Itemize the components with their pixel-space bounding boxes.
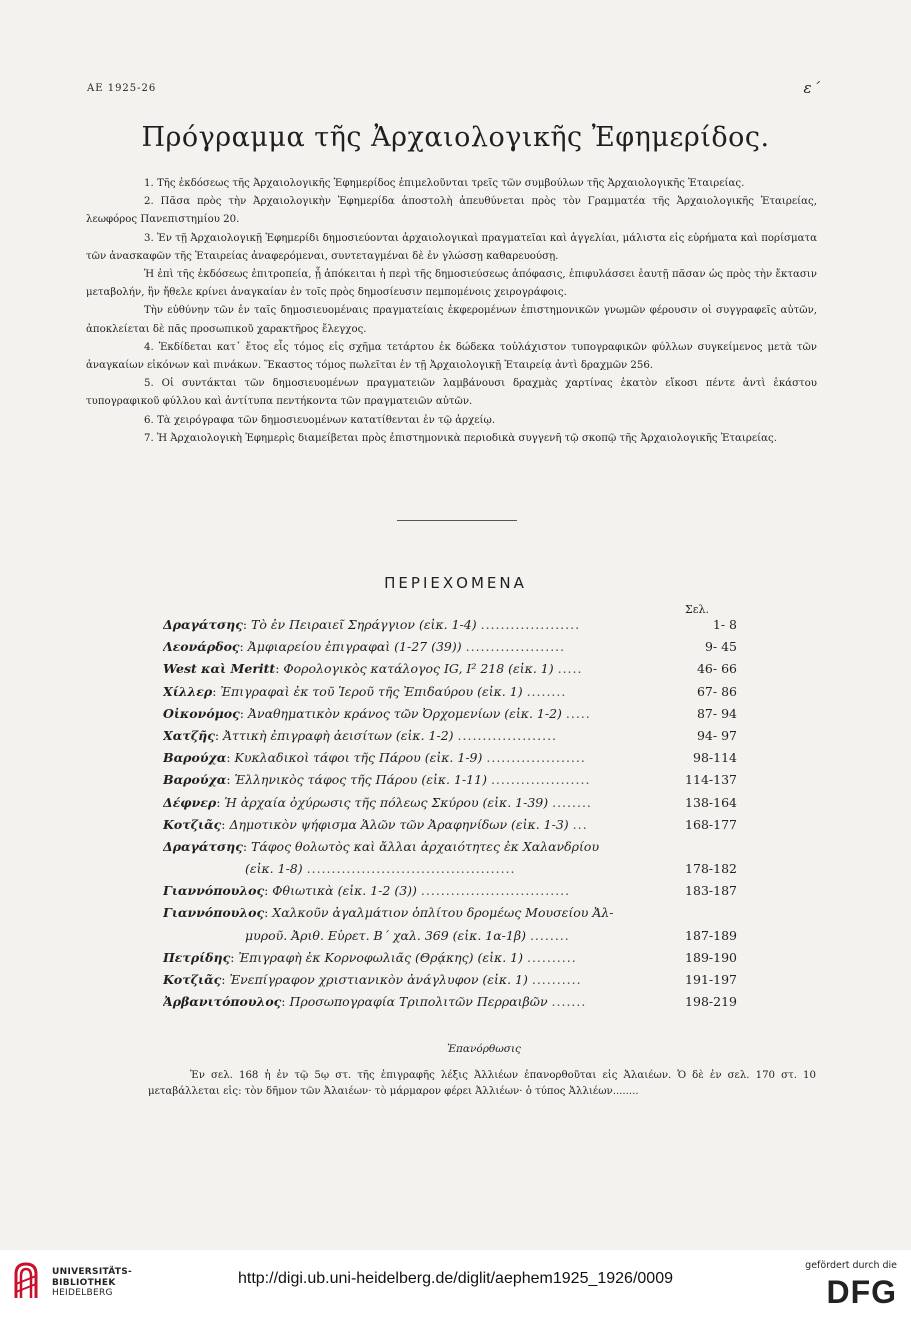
toc-leader-dots: ..........	[526, 949, 577, 965]
toc-entry-text: Βαρούχα: Ἑλληνικὸς τάφος τῆς Πάρου (εἰκ. 1-11) ....................	[163, 772, 591, 788]
toc-entry-text: Δραγάτσης: Τάφος θολωτὸς καὶ ἄλλαι ἀρχαιότητες ἐκ Χαλανδρίου	[163, 838, 600, 854]
toc-author: Οἰκονόμος	[163, 705, 240, 721]
toc-page-range: 138-164	[685, 794, 737, 810]
toc-leader-dots: ..............................	[420, 883, 571, 899]
toc-leader-dots: ...	[572, 816, 588, 832]
program-paragraph: 7. Ἡ Ἀρχαιολογικὴ Ἐφημερὶς διαμείβεται πρὸς ἐπιστημονικὰ περιοδικὰ συγγενῆ τῷ σκοπῷ τῆς Ἀρχαιολογικῆς Ἑταιρείας.	[144, 432, 778, 444]
toc-entry-text: Πετρίδης: Ἐπιγραφὴ ἐκ Κορνοφωλιᾶς (Θρᾴκης) (εἰκ. 1) ..........	[163, 949, 577, 965]
toc-work-title: Κυκλαδικοὶ τάφοι τῆς Πάρου (εἰκ. 1-9)	[234, 750, 483, 766]
toc-author: Βαρούχα	[163, 750, 227, 766]
toc-entry-text: West καὶ Meritt: Φορολογικὸς κατάλογος IG, I² 218 (εἰκ. 1) .....	[163, 661, 583, 677]
toc-leader-dots: ........	[529, 927, 570, 943]
toc-entry-text: Οἰκονόμος: Ἀναθηματικὸν κράνος τῶν Ὀρχομενίων (εἰκ. 1-2) .....	[163, 705, 591, 721]
toc-leader-dots: .....	[565, 705, 591, 721]
toc-page-range: 1- 8	[712, 617, 737, 632]
program-paragraph: 3. Ἐν τῇ Ἀρχαιολογικῇ Ἐφημερίδι δημοσιεύονται ἀρχαιολογικαὶ πραγματεῖαι καὶ ἀγγελίαι, μάλιστα εἰς εὑρήματα καὶ πορίσματα τῶν ἀνασκαφῶν τῆς Ἑταιρείας ἀναφερόμεναι, συντεταγμέναι δὲ ἐν γλώσσῃ καθαρευούσῃ.	[86, 232, 817, 262]
toc-entry	[163, 747, 737, 769]
toc-work-title: Χαλκοῦν ἀγαλμάτιον ὁπλίτου δρομέως Μουσείου Ἀλ-	[272, 905, 614, 921]
toc-entry	[163, 725, 737, 747]
toc-work-title: Προσωπογραφία Τριπολιτῶν Περραιβῶν	[289, 994, 548, 1010]
toc-work-title: Φορολογικὸς κατάλογος IG, I² 218 (εἰκ. 1)	[283, 661, 554, 677]
table-of-contents	[163, 614, 737, 1013]
page-column-label: Σελ.	[685, 603, 709, 616]
toc-author: Δέφνερ	[163, 794, 217, 810]
errata-paragraph: Ἐν σελ. 168 ἡ ἐν τῷ 5ῳ στ. τῆς ἐπιγραφῆς λέξις Ἀλλιέων ἐπανορθοῦται εἰς Ἀλαιέων. Ὁ δὲ ἐν σελ. 170 στ. 10 μεταβάλλεται εἰς: τὸν δῆμον τῶν Ἀλαιέων· τὸ μάρμαρον φέρει Ἀλλιέων· ὁ τύπος Ἀλλιέων........	[148, 1070, 816, 1097]
toc-leader-dots: ........	[552, 794, 592, 810]
toc-entry-text	[245, 925, 651, 947]
program-paragraph: Ἡ ἐπὶ τῆς ἐκδόσεως ἐπιτροπεία, ᾗ ἀπόκειται ἡ περὶ τῆς δημοσιεύσεως ἀπόφασις, ἐπιφυλάσσει ἑαυτῇ πᾶσαν ὡς πρὸς τὴν ἔκτασιν μεταβολήν, ἣν ἤθελε κρίνει ἀναγκαίαν ἐν τοῖς πρὸς δημοσίευσιν πεμπομένοις χειρογράφοις.	[86, 269, 817, 299]
dfg-logo: DFG	[826, 1274, 897, 1310]
program-paragraph: Τὴν εὐθύνην τῶν ἐν ταῖς δημοσιευομέναις πραγματείαις ἐκφερομένων ἐπιστημονικῶν γνωμῶν φέρουσιν οἱ συγγραφεῖς αὐτῶν, ἀποκλείεται δὲ πᾶς προσωπικοῦ χαρακτῆρος ἔλεγχος.	[86, 305, 817, 335]
toc-work-title: Ἐπιγραφὴ ἐκ Κορνοφωλιᾶς (Θρᾴκης) (εἰκ. 1)	[238, 949, 523, 965]
toc-entry-text: Γιαννόπουλος: Χαλκοῦν ἀγαλμάτιον ὁπλίτου δρομέως Μουσείου Ἀλ-	[163, 905, 614, 921]
toc-work-title: Τὸ ἐν Πειραιεῖ Σηράγγιον (εἰκ. 1-4)	[251, 617, 477, 632]
toc-author: Δραγάτσης	[163, 617, 243, 632]
toc-entry	[163, 902, 737, 924]
funded-by-text: gefördert durch die	[805, 1260, 897, 1271]
toc-entry	[163, 814, 737, 836]
toc-entry	[163, 925, 737, 947]
library-name-line2: BIBLIOTHEK	[52, 1277, 116, 1288]
toc-author: Γιαννόπουλος	[163, 905, 265, 921]
toc-leader-dots: ..........	[531, 972, 582, 987]
toc-entry	[163, 880, 737, 902]
toc-author: Δραγάτσης	[163, 838, 243, 854]
toc-entry-text: Χίλλερ: Ἐπιγραφαὶ ἐκ τοῦ Ἱεροῦ τῆς Ἐπιδαύρου (εἰκ. 1) ........	[163, 683, 567, 699]
toc-page-range: 168-177	[685, 816, 737, 832]
toc-leader-dots: .....	[557, 661, 583, 677]
toc-page-range: 114-137	[685, 772, 737, 788]
toc-author: Λεονάρδος	[163, 639, 240, 655]
toc-work-title: Φθιωτικὰ (εἰκ. 1-2 (3))	[272, 883, 417, 899]
toc-page-range: 87- 94	[696, 705, 737, 721]
toc-work-title: Ἐπιγραφαὶ ἐκ τοῦ Ἱεροῦ τῆς Ἐπιδαύρου (εἰκ. 1)	[220, 683, 523, 699]
toc-page-range: 189-190	[685, 949, 737, 965]
program-paragraph: 1. Τῆς ἐκδόσεως τῆς Ἀρχαιολογικῆς Ἐφημερίδος ἐπιμελοῦνται τρεῖς τῶν συμβούλων τῆς Ἀρχαιολογικῆς Ἑταιρείας.	[144, 178, 745, 189]
toc-author: Κοτζιᾶς	[163, 972, 222, 987]
toc-leader-dots: ....................	[486, 750, 586, 766]
toc-work-title: (εἰκ. 1-8)	[245, 861, 303, 877]
toc-work-title: Ἀττικὴ ἐπιγραφὴ ἀεισίτων (εἰκ. 1-2)	[223, 727, 454, 743]
toc-page-range: 191-197	[685, 972, 737, 987]
toc-entry	[163, 658, 737, 680]
toc-page-range: 187-189	[685, 927, 737, 943]
toc-page-range: 98-114	[693, 750, 737, 766]
toc-entry	[163, 614, 737, 636]
toc-entry	[163, 947, 737, 969]
toc-work-title: Ἑλληνικὸς τάφος τῆς Πάρου (εἰκ. 1-11)	[234, 772, 487, 788]
toc-entry	[163, 969, 737, 991]
toc-page-range: 9- 45	[704, 639, 737, 655]
viewer-footer	[0, 1250, 911, 1318]
toc-entry-text: Κοτζιᾶς: Δημοτικὸν ψήφισμα Ἁλῶν τῶν Ἀραφηνίδων (εἰκ. 1-3) ...	[163, 816, 588, 832]
toc-work-title: Ἐνεπίγραφον χριστιανικὸν ἀνάγλυφον (εἰκ. 1)	[229, 972, 528, 987]
toc-entry	[163, 836, 737, 858]
page-title: Πρόγραμμα τῆς Ἀρχαιολογικῆς Ἐφημερίδος.	[141, 122, 770, 153]
toc-work-title: Ἀμφιαρείου ἐπιγραφαὶ (1-27 (39))	[247, 639, 462, 655]
program-paragraph: 6. Τὰ χειρόγραφα τῶν δημοσιευομένων κατατίθενται ἐν τῷ ἀρχείῳ.	[144, 414, 496, 426]
toc-author: Ἀρβανιτόπουλος	[163, 994, 282, 1010]
library-name-line3: HEIDELBERG	[52, 1288, 113, 1298]
toc-author: Χατζῆς	[163, 727, 215, 743]
toc-leader-dots: ....................	[480, 617, 581, 632]
running-head-left: ΑΕ 1925-26	[87, 83, 157, 94]
toc-entry	[163, 991, 737, 1013]
toc-page-range: 46- 66	[696, 661, 737, 677]
program-paragraph: 4. Ἐκδίδεται κατ᾽ ἔτος εἷς τόμος εἰς σχῆμα τετάρτου ἐκ δώδεκα τοὐλάχιστον τυπογραφικῶν φύλλων συγκείμενος μετὰ τῶν ἀναγκαίων εἰκόνων καὶ πινάκων. Ἕκαστος τόμος πωλεῖται ἐν τῇ Ἀρχαιολογικῇ Ἑταιρείᾳ ἀντὶ δραχμῶν 256.	[86, 341, 817, 372]
toc-leader-dots: ........	[526, 683, 567, 699]
toc-entry	[163, 769, 737, 791]
toc-page-range: 178-182	[685, 861, 737, 877]
page-number: ε΄	[803, 79, 821, 97]
toc-entry	[163, 703, 737, 725]
toc-leader-dots: .......	[551, 994, 587, 1010]
toc-entry-text: Ἀρβανιτόπουλος: Προσωπογραφία Τριπολιτῶν Περραιβῶν .......	[163, 994, 587, 1010]
toc-author: Βαρούχα	[163, 772, 227, 788]
toc-work-title: μυροῦ. Ἀριθ. Εὑρετ. Β΄ χαλ. 369 (εἰκ. 1α-1β)	[245, 927, 526, 943]
toc-work-title: Τάφος θολωτὸς καὶ ἄλλαι ἀρχαιότητες ἐκ Χαλανδρίου	[251, 838, 600, 854]
toc-leader-dots: ....................	[457, 727, 558, 743]
section-divider	[397, 520, 517, 521]
toc-entry-text: Κοτζιᾶς: Ἐνεπίγραφον χριστιανικὸν ἀνάγλυφον (εἰκ. 1) ..........	[163, 972, 582, 987]
toc-entry	[163, 792, 737, 814]
toc-work-title: Ἡ ἀρχαία ὀχύρωσις τῆς πόλεως Σκύρου (εἰκ. 1-39)	[224, 794, 549, 810]
toc-entry-text: Δέφνερ: Ἡ ἀρχαία ὀχύρωσις τῆς πόλεως Σκύρου (εἰκ. 1-39) ........	[163, 794, 592, 810]
toc-page-range: 183-187	[685, 883, 737, 899]
contents-heading: ΠΕΡΙΕΧΟΜΕΝΑ	[384, 574, 527, 592]
toc-work-title: Ἀναθηματικὸν κράνος τῶν Ὀρχομενίων (εἰκ. 1-2)	[247, 705, 562, 721]
toc-page-range: 198-219	[685, 994, 737, 1010]
toc-entry	[163, 858, 737, 880]
toc-entry-text: Λεονάρδος: Ἀμφιαρείου ἐπιγραφαὶ (1-27 (39)) ....................	[163, 639, 566, 655]
toc-author: Γιαννόπουλος	[163, 883, 265, 899]
toc-entry-text	[245, 858, 651, 880]
toc-entry-text: Δραγάτσης: Τὸ ἐν Πειραιεῖ Σηράγγιον (εἰκ. 1-4) ....................	[163, 617, 581, 632]
toc-entry	[163, 636, 737, 658]
running-head	[87, 79, 821, 99]
program-paragraph: 5. Οἱ συντάκται τῶν δημοσιευομένων πραγματειῶν λαμβάνουσι δραχμὰς χαρτίνας ἑκατὸν εἴκοσι πέντε ἀντὶ ἑκάστου τυπογραφικοῦ φύλλου καὶ ἀντίτυπα πεντήκοντα τῶν πραγματειῶν αὐτῶν.	[86, 378, 817, 408]
toc-entry-text: Γιαννόπουλος: Φθιωτικὰ (εἰκ. 1-2 (3)) ..............................	[163, 883, 571, 899]
program-paragraph: 2. Πᾶσα πρὸς τὴν Ἀρχαιολογικὴν Ἐφημερίδα ἀποστολὴ ἀπευθύνεται πρὸς τὸν Γραμματέα τῆς Ἀρχαιολογικῆς Ἑταιρείας, λεωφόρος Πανεπιστημίου 20.	[86, 196, 817, 226]
program-text	[86, 175, 817, 448]
errata-heading: Ἐπανόρθωσις	[447, 1043, 521, 1055]
errata-text	[148, 1068, 816, 1099]
toc-entry-text: Χατζῆς: Ἀττικὴ ἐπιγραφὴ ἀεισίτων (εἰκ. 1-2) ....................	[163, 727, 558, 743]
toc-author: Χίλλερ	[163, 683, 213, 699]
toc-leader-dots: ..........................................	[306, 861, 516, 877]
toc-work-title: Δημοτικὸν ψήφισμα Ἁλῶν τῶν Ἀραφηνίδων (εἰκ. 1-3)	[229, 816, 569, 832]
toc-entry	[163, 681, 737, 703]
toc-page-range: 94- 97	[696, 727, 737, 743]
toc-author: Πετρίδης	[163, 949, 231, 965]
toc-author: Κοτζιᾶς	[163, 816, 222, 832]
toc-author: West καὶ Meritt	[163, 661, 276, 677]
permalink-url[interactable]: http://digi.ub.uni-heidelberg.de/diglit/aephem1925_1926/0009	[237, 1270, 673, 1287]
toc-leader-dots: ....................	[465, 639, 566, 655]
toc-entry-text: Βαρούχα: Κυκλαδικοὶ τάφοι τῆς Πάρου (εἰκ. 1-9) ....................	[163, 750, 586, 766]
toc-leader-dots: ....................	[490, 772, 591, 788]
library-name-line1: UNIVERSITÄTS-	[52, 1267, 133, 1277]
toc-page-range: 67- 86	[696, 683, 737, 699]
